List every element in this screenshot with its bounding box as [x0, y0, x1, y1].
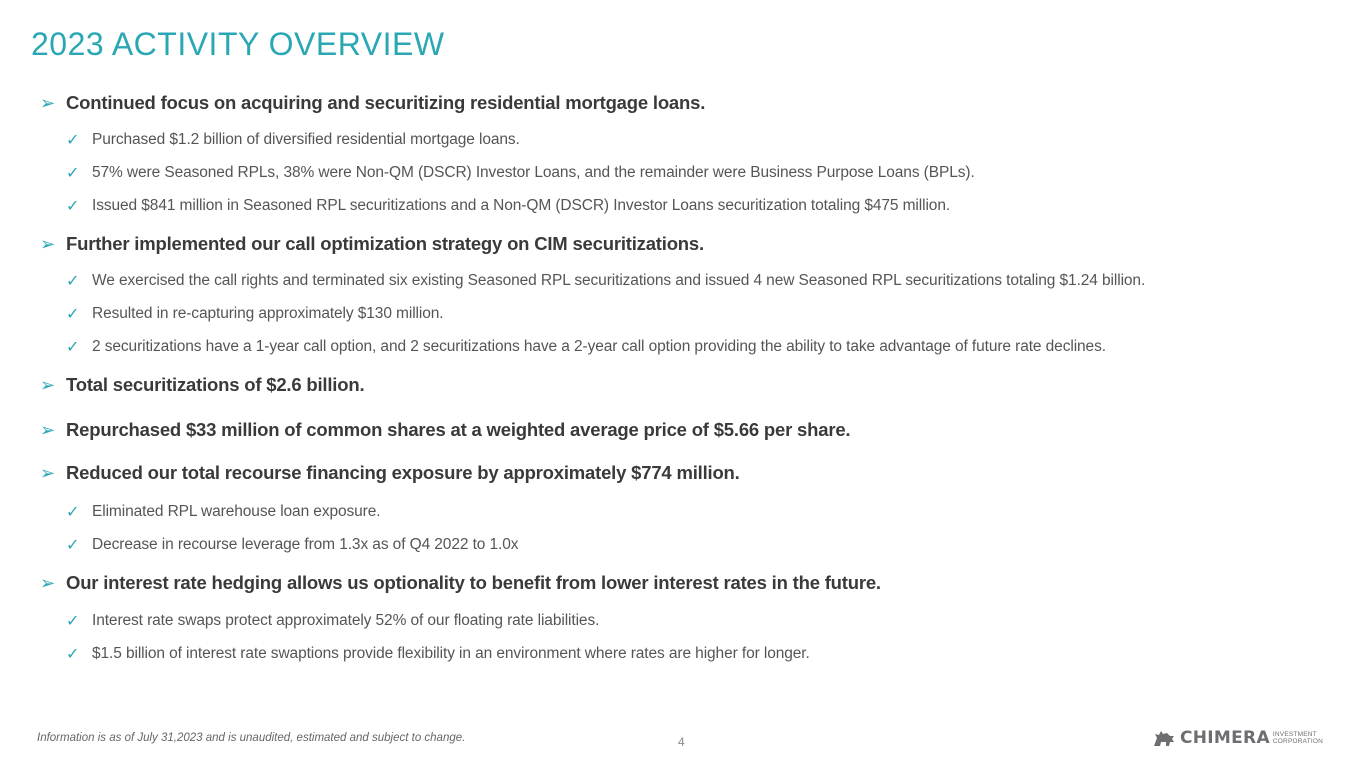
checkmark-icon: ✓ — [66, 306, 80, 323]
bullet-item — [40, 230, 704, 258]
sub-bullet-item — [66, 642, 810, 666]
bullet-text: Total securitizations of $2.6 billion. — [66, 374, 365, 395]
footer-disclaimer: Information is as of July 31,2023 and is unaudited, estimated and subject to change. — [37, 732, 466, 744]
sub-bullet-text: Interest rate swaps protect approximately 52% of our floating rate liabilities. — [92, 612, 600, 629]
sub-bullet-item — [66, 533, 518, 557]
checkmark-icon: ✓ — [66, 273, 80, 290]
sub-bullet-text: 57% were Seasoned RPLs, 38% were Non-QM (DSCR) Investor Loans, and the remainder were Business Purpose Loans (BPLs). — [92, 164, 975, 181]
bullet-text: Reduced our total recourse financing exposure by approximately $774 million. — [66, 462, 740, 483]
sub-bullet-item — [66, 128, 520, 152]
sub-bullet-item — [66, 609, 599, 633]
checkmark-icon: ✓ — [66, 504, 80, 521]
bullet-item — [40, 416, 850, 444]
sub-bullet-text: Resulted in re-capturing approximately $130 million. — [92, 305, 444, 322]
sub-bullet-text: Eliminated RPL warehouse loan exposure. — [92, 503, 381, 520]
sub-bullet-text: Issued $841 million in Seasoned RPL securitizations and a Non-QM (DSCR) Investor Loans securitization totaling $475 million. — [92, 197, 951, 214]
checkmark-icon: ✓ — [66, 646, 80, 663]
sub-bullet-text: $1.5 billion of interest rate swaptions provide flexibility in an environment where rates are higher for longer. — [92, 645, 810, 662]
sub-bullet-item — [66, 335, 1106, 359]
arrow-bullet-icon: ➢ — [40, 92, 56, 113]
checkmark-icon: ✓ — [66, 165, 80, 182]
sub-bullet-item — [66, 302, 443, 326]
sub-bullet-text: 2 securitizations have a 1-year call option, and 2 securitizations have a 2-year call option providing the ability to take advantage of future rate declines. — [92, 338, 1106, 355]
sub-bullet-item — [66, 161, 975, 185]
sub-bullet-text: We exercised the call rights and terminated six existing Seasoned RPL securitizations and issued 4 new Seasoned RPL securitizations totaling $1.24 billion. — [92, 272, 1146, 289]
logo-subtitle — [1273, 731, 1323, 745]
bullet-item — [40, 371, 364, 399]
arrow-bullet-icon: ➢ — [40, 572, 56, 593]
bullet-text: Continued focus on acquiring and securitizing residential mortgage loans. — [66, 92, 706, 113]
logo-wordmark: CHIMERA — [1180, 728, 1270, 748]
logo-sub-line: CORPORATION — [1272, 738, 1324, 745]
arrow-bullet-icon: ➢ — [40, 419, 56, 440]
lion-logo-icon — [1152, 728, 1176, 748]
sub-bullet-item — [66, 194, 950, 218]
page-title: 2023 ACTIVITY OVERVIEW — [31, 26, 445, 62]
bullet-text: Further implemented our call optimization strategy on CIM securitizations. — [66, 233, 704, 254]
sub-bullet-item — [66, 500, 380, 524]
checkmark-icon: ✓ — [66, 198, 80, 215]
checkmark-icon: ✓ — [66, 132, 80, 149]
sub-bullet-text: Purchased $1.2 billion of diversified residential mortgage loans. — [92, 131, 520, 148]
bullet-text: Our interest rate hedging allows us optionality to benefit from lower interest rates in the future. — [66, 572, 881, 593]
checkmark-icon: ✓ — [66, 613, 80, 630]
arrow-bullet-icon: ➢ — [40, 374, 56, 395]
sub-bullet-item — [66, 269, 1145, 293]
bullet-item — [40, 459, 740, 487]
company-logo — [1152, 726, 1323, 750]
bullet-item — [40, 89, 705, 117]
arrow-bullet-icon: ➢ — [40, 233, 56, 254]
checkmark-icon: ✓ — [66, 339, 80, 356]
bullet-item — [40, 569, 881, 597]
arrow-bullet-icon: ➢ — [40, 462, 56, 483]
checkmark-icon: ✓ — [66, 537, 80, 554]
bullet-text: Repurchased $33 million of common shares at a weighted average price of $5.66 per share. — [66, 419, 851, 440]
sub-bullet-text: Decrease in recourse leverage from 1.3x as of Q4 2022 to 1.0x — [92, 536, 519, 553]
logo-sub-line: INVESTMENT — [1272, 731, 1317, 738]
page-number: 4 — [678, 735, 685, 749]
